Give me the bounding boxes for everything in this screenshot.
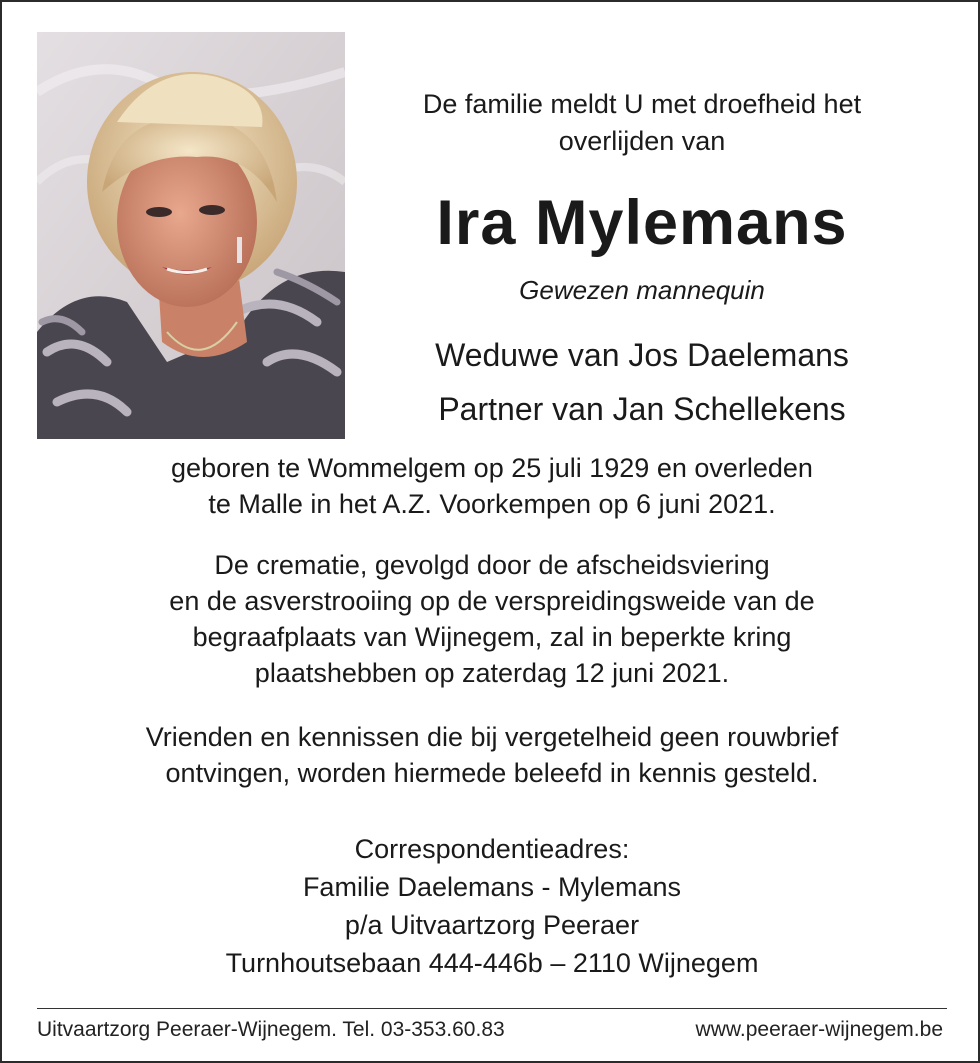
text-line: begraafplaats van Wijnegem, zal in beperkte kring [192,622,792,652]
intro-line: overlijden van [558,126,726,156]
text-line: Vrienden en kennissen die bij vergetelheid geen rouwbrief [145,722,839,752]
address-heading: Correspondentieadres: [354,834,630,864]
cremation-paragraph [42,547,942,691]
friends-paragraph [42,719,942,791]
footer-divider [37,1008,947,1009]
text-line: ontvingen, worden hiermede beleefd in kennis gesteld. [165,758,819,788]
occupation-subtitle: Gewezen mannequin [519,275,765,305]
address-line: p/a Uitvaartzorg Peeraer [344,910,640,940]
text-line: De crematie, gevolgd door de afscheidsviering [214,550,770,580]
relation-widow: Weduwe van Jos Daelemans [435,337,849,373]
address-line: Familie Daelemans - Mylemans [302,872,682,902]
portrait-illustration [37,32,345,439]
relation-partner: Partner van Jan Schellekens [438,391,846,427]
intro-text [347,86,937,160]
text-line: geboren te Wommelgem op 25 juli 1929 en overleden [171,453,813,483]
footer-contact: Uitvaartzorg Peeraer-Wijnegem. Tel. 03-353.60.83 [37,1018,505,1041]
portrait-photo [37,32,345,439]
text-line: en de asverstrooiing op de verspreidingsweide van de [169,586,815,616]
footer-website-link[interactable]: www.peeraer-wijnegem.be [695,1018,943,1041]
address-line: Turnhoutsebaan 444-446b – 2110 Wijnegem [225,948,759,978]
birth-death-paragraph [42,450,942,522]
deceased-name: Ira Mylemans [436,188,848,258]
text-line: plaatshebben op zaterdag 12 juni 2021. [254,658,730,688]
correspondence-address [42,830,942,982]
intro-line: De familie meldt U met droefheid het [422,89,862,119]
text-line: te Malle in het A.Z. Voorkempen op 6 juni 2021. [208,489,776,519]
